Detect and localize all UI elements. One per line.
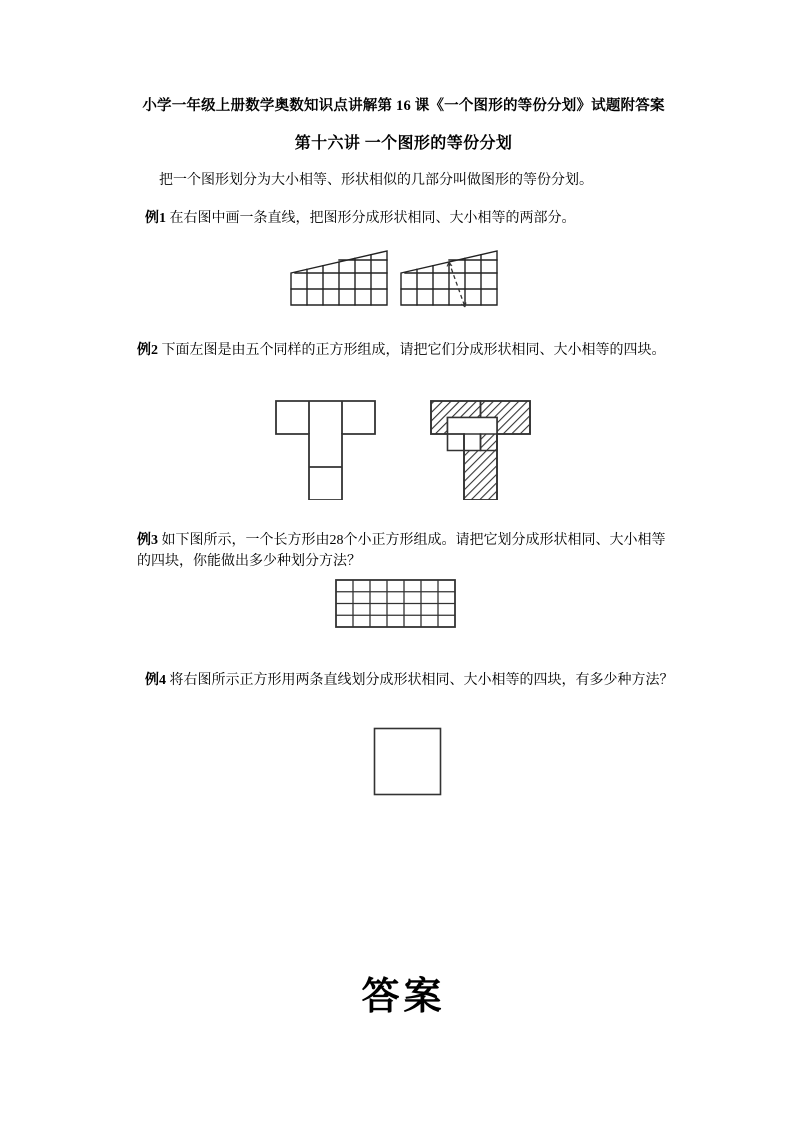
example-1-label: 例1	[145, 211, 166, 226]
example-1-block	[145, 208, 676, 229]
document-title: 小学一年级上册数学奥数知识点讲解第 16 课《一个图形的等份分划》试题附答案	[142, 98, 665, 114]
staircase-left	[291, 251, 387, 305]
example-3-block	[137, 530, 676, 572]
example-2-block	[137, 340, 676, 361]
figure-example-4	[372, 726, 444, 798]
example-3-label: 例3	[137, 533, 158, 548]
t-pentomino-pair-svg	[273, 398, 533, 500]
example-4-block	[145, 670, 676, 691]
rectangle-grid-7x4-svg	[334, 578, 460, 630]
example-2-label: 例2	[137, 343, 158, 358]
empty-square-svg	[372, 726, 444, 798]
lesson-title: 第十六讲 一个图形的等份分划	[294, 135, 513, 152]
staircase-right	[401, 251, 497, 305]
figure-example-2	[273, 398, 533, 500]
example-3-text: 如下图所示，一个长方形由28个小正方形组成。请把它划分成形状相同、大小相等的四块，你能做出多少种划分方法？	[137, 533, 666, 569]
page-content	[131, 0, 676, 1122]
example-4-text: 将右图所示正方形用两条直线划分成形状相同、大小相等的四块，有多少种方法？	[169, 673, 674, 688]
pentomino-left	[276, 401, 375, 500]
pentomino-piece-d	[464, 434, 497, 500]
answer-section-heading: 答案	[361, 974, 446, 1018]
definition-paragraph: 把一个图形划分为大小相等、形状相似的几部分叫做图形的等份分划。	[159, 173, 593, 188]
figure-example-3	[334, 578, 460, 630]
example-2-text: 下面左图是由五个同样的正方形组成，请把它们分成形状相同、大小相等的四块。	[161, 343, 666, 358]
pentomino-right	[431, 401, 530, 500]
staircase-trapezoid-pair-svg	[283, 243, 508, 313]
dashed-division-line	[447, 262, 466, 307]
example-1-text: 在右图中画一条直线，把图形分成形状相同、大小相等的两部分。	[169, 211, 576, 226]
figure-example-1	[283, 243, 508, 313]
example-4-label: 例4	[145, 673, 166, 688]
